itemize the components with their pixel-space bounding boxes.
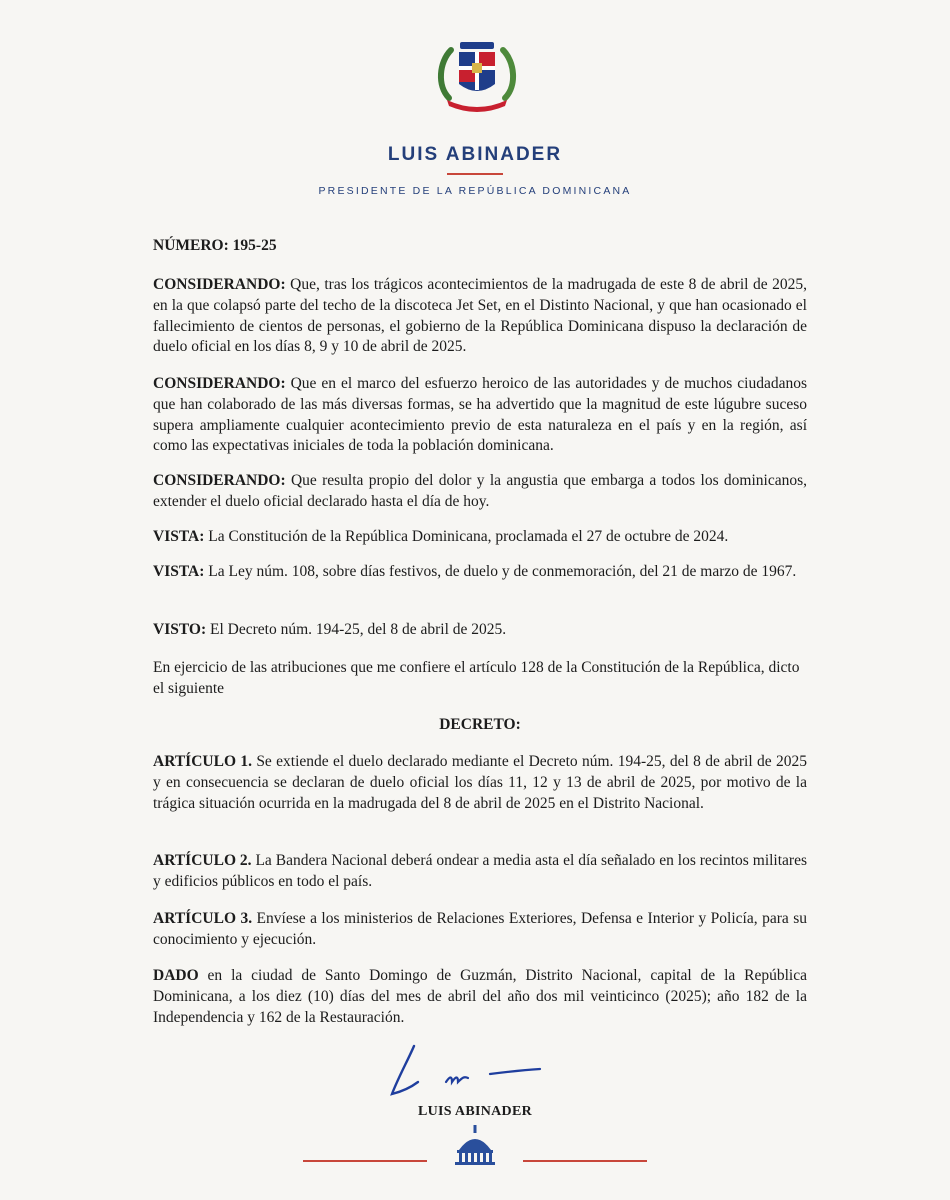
articulo-3-text: Envíese a los ministerios de Relaciones Exteriores, Defensa e Interior y Policía, para su conocimiento y ejecución. [153,910,807,948]
articulo-1 [153,752,807,814]
signature-name: LUIS ABINADER [418,1104,532,1119]
numero-line [153,236,807,257]
considerando-1-label: CONSIDERANDO: [153,276,286,293]
articulo-2 [153,851,807,893]
considerando-1-text: Que, tras los trágicos acontecimientos de la madrugada de este 8 de abril de 2025, en la que colapsó parte del techo de la discoteca Jet Set, en el Distinto Nacional, y que han ocasionado el fallecimiento de cientos de personas, el gobierno de la República Dominicana dispuso la declaración de duelo oficial en los días 8, 9 y 10 de abril de 2025. [153,276,807,356]
considerando-3-text: Que resulta propio del dolor y la angustia que embarga a todos los dominicanos, extender el duelo oficial declarado hasta el día de hoy. [153,472,807,510]
vista-2 [153,562,807,583]
vista-1 [153,527,807,548]
footer-line-left [303,1160,427,1162]
considerando-2 [153,374,807,457]
vista-1-label: VISTA: [153,528,205,545]
visto-label: VISTO: [153,621,207,638]
ejercicio-paragraph: En ejercicio de las atribuciones que me confiere el artículo 128 de la Constitución de la República, dicto el siguiente [153,659,800,697]
coat-of-arms-icon [435,38,519,118]
dado-label: DADO [153,967,199,984]
considerando-2-label: CONSIDERANDO: [153,375,286,392]
dado-text: en la ciudad de Santo Domingo de Guzmán, Distrito Nacional, capital de la República Dominicana, a los diez (10) días del mes de abril del año dos mil veinticinco (2025); año 182 de la Independencia y 162 de la Restauración. [153,967,807,1026]
header-title: PRESIDENTE DE LA REPÚBLICA DOMINICANA [318,185,632,197]
considerando-3 [153,471,807,513]
articulo-1-label: ARTÍCULO 1. [153,753,252,770]
articulo-1-text: Se extiende el duelo declarado mediante el Decreto núm. 194-25, del 8 de abril de 2025 y en consecuencia se declaran de duelo oficial los días 11, 12 y 13 de abril de 2025, por motivo de la trágica situación ocurrida en la madrugada del 8 de abril de 2025 en el Distrito Nacional. [153,753,807,812]
articulo-2-text: La Bandera Nacional deberá ondear a media asta el día señalado en los recintos militares y edificios públicos en todo el país. [153,852,807,890]
vista-2-text: La Ley núm. 108, sobre días festivos, de duelo y de conmemoración, del 21 de marzo de 1967. [204,563,797,580]
footer-line-right [523,1160,647,1162]
header-name: LUIS ABINADER [387,144,563,165]
considerando-1 [153,275,807,358]
considerando-3-label: CONSIDERANDO: [153,472,286,489]
visto-text: El Decreto núm. 194-25, del 8 de abril de 2025. [206,621,507,638]
palace-dome-icon [449,1124,501,1166]
visto [153,620,807,641]
considerando-2-text: Que en el marco del esfuerzo heroico de las autoridades y de muchos ciudadanos que han colaborado de las más diversas formas, se ha advertido que la magnitud de este lúgubre suceso supera ampliamente cualquier acontecimiento previo de esta naturaleza en el país y en la región, así como las expectativas iniciales de toda la población dominicana. [153,375,807,455]
numero-label: NÚMERO: [153,237,229,254]
vista-2-label: VISTA: [153,563,205,580]
header-divider [447,173,503,175]
decreto-heading: DECRETO: [439,716,521,733]
articulo-3-label: ARTÍCULO 3. [153,910,253,927]
vista-1-text: La Constitución de la República Dominicana, proclamada el 27 de octubre de 2024. [204,528,729,545]
articulo-2-label: ARTÍCULO 2. [153,852,252,869]
numero-value: 195-25 [228,237,277,254]
handwritten-signature-icon [378,1042,548,1102]
articulo-3 [153,909,807,951]
dado-paragraph [153,966,807,1028]
